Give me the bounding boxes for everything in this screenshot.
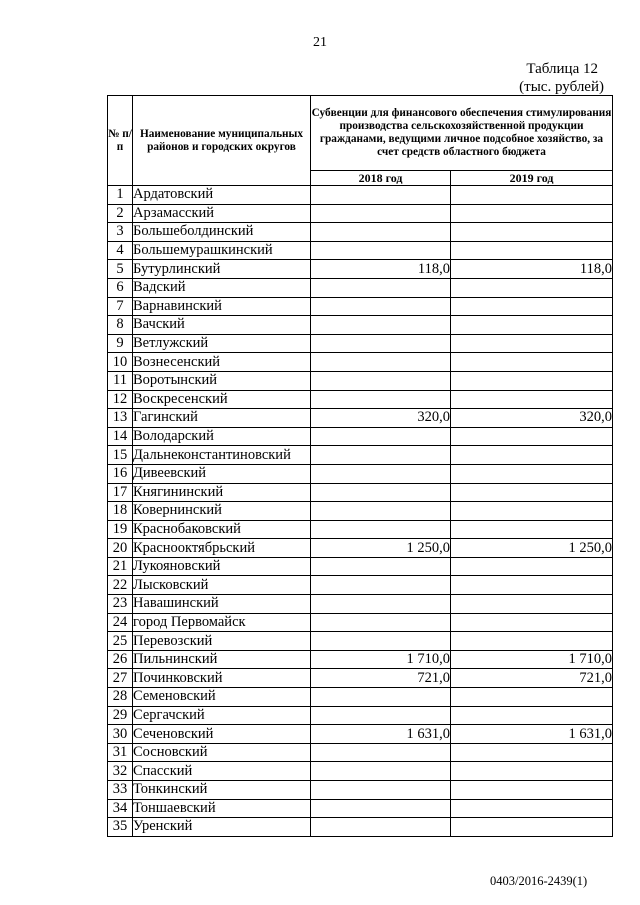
row-number: 26: [108, 650, 133, 669]
value-2018: [311, 297, 451, 316]
value-2019: 1 631,0: [451, 725, 613, 744]
table-row: [108, 353, 613, 372]
value-2019: [451, 353, 613, 372]
district-name: Починковский: [133, 669, 311, 688]
value-2019: [451, 371, 613, 390]
value-2019: [451, 706, 613, 725]
value-2019: [451, 223, 613, 242]
value-2019: [451, 334, 613, 353]
row-number: 33: [108, 781, 133, 800]
table-row: [108, 464, 613, 483]
value-2019: [451, 241, 613, 260]
row-number: 6: [108, 278, 133, 297]
value-2018: [311, 613, 451, 632]
value-2019: 320,0: [451, 409, 613, 428]
value-2019: [451, 557, 613, 576]
value-2018: [311, 371, 451, 390]
district-name: Вадский: [133, 278, 311, 297]
table-row: [108, 371, 613, 390]
value-2018: 320,0: [311, 409, 451, 428]
district-name: Навашинский: [133, 595, 311, 614]
value-2018: [311, 353, 451, 372]
district-name: Сергачский: [133, 706, 311, 725]
value-2018: 1 631,0: [311, 725, 451, 744]
row-number: 19: [108, 520, 133, 539]
value-2019: [451, 799, 613, 818]
district-name: Дальнеконстантиновский: [133, 446, 311, 465]
row-number: 22: [108, 576, 133, 595]
row-number: 11: [108, 371, 133, 390]
table-row: [108, 241, 613, 260]
value-2019: 1 710,0: [451, 650, 613, 669]
district-name: Воротынский: [133, 371, 311, 390]
row-number: 15: [108, 446, 133, 465]
table-row: [108, 297, 613, 316]
value-2019: [451, 520, 613, 539]
table-body: [108, 186, 613, 837]
row-number: 27: [108, 669, 133, 688]
row-number: 31: [108, 743, 133, 762]
table-row: [108, 743, 613, 762]
district-name: Семеновский: [133, 688, 311, 707]
row-number: 9: [108, 334, 133, 353]
value-2018: [311, 557, 451, 576]
value-2019: [451, 464, 613, 483]
district-name: Сосновский: [133, 743, 311, 762]
row-number: 35: [108, 818, 133, 837]
district-name: Лысковский: [133, 576, 311, 595]
row-number: 10: [108, 353, 133, 372]
table-row: [108, 316, 613, 335]
row-number: 14: [108, 427, 133, 446]
value-2018: [311, 446, 451, 465]
subsidy-table: [107, 95, 613, 837]
row-number: 24: [108, 613, 133, 632]
district-name: Тоншаевский: [133, 799, 311, 818]
row-number: 5: [108, 260, 133, 279]
value-2018: [311, 706, 451, 725]
district-name: Воскресенский: [133, 390, 311, 409]
district-name: Спасский: [133, 762, 311, 781]
page-number: 21: [313, 35, 327, 50]
value-2019: [451, 316, 613, 335]
value-2018: [311, 595, 451, 614]
table-row: [108, 688, 613, 707]
value-2018: [311, 204, 451, 223]
row-number: 7: [108, 297, 133, 316]
table-row: [108, 539, 613, 558]
table-row: [108, 278, 613, 297]
table-row: [108, 502, 613, 521]
table-row: [108, 781, 613, 800]
table-row: [108, 632, 613, 651]
value-2018: 721,0: [311, 669, 451, 688]
table-row: [108, 204, 613, 223]
value-2019: 1 250,0: [451, 539, 613, 558]
table-unit: (тыс. рублей): [519, 79, 604, 95]
row-number: 3: [108, 223, 133, 242]
district-name: Пильнинский: [133, 650, 311, 669]
row-number: 4: [108, 241, 133, 260]
table-row: [108, 483, 613, 502]
value-2019: [451, 613, 613, 632]
row-number: 8: [108, 316, 133, 335]
value-2018: [311, 464, 451, 483]
district-name: Большеболдинский: [133, 223, 311, 242]
value-2018: [311, 762, 451, 781]
district-name: город Первомайск: [133, 613, 311, 632]
value-2019: [451, 390, 613, 409]
row-number: 2: [108, 204, 133, 223]
table-row: [108, 409, 613, 428]
table-row: [108, 334, 613, 353]
district-name: Володарский: [133, 427, 311, 446]
row-number: 34: [108, 799, 133, 818]
row-number: 30: [108, 725, 133, 744]
district-name: Лукояновский: [133, 557, 311, 576]
value-2019: [451, 576, 613, 595]
district-name: Ардатовский: [133, 186, 311, 205]
value-2019: [451, 781, 613, 800]
row-number: 32: [108, 762, 133, 781]
district-name: Гагинский: [133, 409, 311, 428]
table-row: [108, 595, 613, 614]
document-code: 0403/2016-2439(1): [490, 874, 588, 888]
value-2019: [451, 688, 613, 707]
district-name: Перевозский: [133, 632, 311, 651]
header-num: № п/п: [108, 96, 133, 186]
table-row: [108, 706, 613, 725]
header-name: Наименование муниципальных районов и городских округов: [133, 96, 311, 186]
district-name: Ковернинский: [133, 502, 311, 521]
value-2018: [311, 278, 451, 297]
table-row: [108, 725, 613, 744]
district-name: Большемурашкинский: [133, 241, 311, 260]
value-2019: [451, 297, 613, 316]
table-row: [108, 223, 613, 242]
district-name: Вознесенский: [133, 353, 311, 372]
row-number: 25: [108, 632, 133, 651]
value-2019: [451, 446, 613, 465]
district-name: Варнавинский: [133, 297, 311, 316]
row-number: 28: [108, 688, 133, 707]
table-row: [108, 650, 613, 669]
header-year-2019: 2019 год: [451, 171, 613, 186]
table-row: [108, 390, 613, 409]
district-name: Сеченовский: [133, 725, 311, 744]
value-2019: [451, 204, 613, 223]
value-2018: [311, 223, 451, 242]
value-2018: [311, 632, 451, 651]
table-row: [108, 427, 613, 446]
table-row: [108, 762, 613, 781]
value-2019: [451, 595, 613, 614]
row-number: 13: [108, 409, 133, 428]
value-2018: 1 710,0: [311, 650, 451, 669]
table-row: [108, 446, 613, 465]
table-row: [108, 186, 613, 205]
value-2018: [311, 241, 451, 260]
value-2019: [451, 762, 613, 781]
value-2018: [311, 427, 451, 446]
row-number: 29: [108, 706, 133, 725]
value-2019: [451, 743, 613, 762]
row-number: 17: [108, 483, 133, 502]
value-2019: [451, 278, 613, 297]
table-row: [108, 613, 613, 632]
table-title: Таблица 12: [526, 61, 598, 77]
value-2019: [451, 427, 613, 446]
value-2019: [451, 818, 613, 837]
row-number: 21: [108, 557, 133, 576]
header-subsidy: Субвенции для финансового обеспечения стимулирования производства сельскохозяйственной продукции гражданами, ведущими личное подсобное хозяйство, за счет средств областного бюджета: [311, 96, 613, 171]
row-number: 12: [108, 390, 133, 409]
value-2018: [311, 502, 451, 521]
row-number: 23: [108, 595, 133, 614]
value-2018: [311, 390, 451, 409]
value-2018: [311, 743, 451, 762]
value-2018: [311, 818, 451, 837]
value-2019: [451, 483, 613, 502]
district-name: Арзамасский: [133, 204, 311, 223]
district-name: Краснооктябрьский: [133, 539, 311, 558]
table-row: [108, 520, 613, 539]
value-2019: [451, 632, 613, 651]
value-2018: [311, 316, 451, 335]
table-row: [108, 669, 613, 688]
value-2018: [311, 781, 451, 800]
district-name: Вачский: [133, 316, 311, 335]
table-row: [108, 260, 613, 279]
district-name: Тонкинский: [133, 781, 311, 800]
value-2018: [311, 186, 451, 205]
row-number: 18: [108, 502, 133, 521]
value-2019: 721,0: [451, 669, 613, 688]
value-2019: [451, 186, 613, 205]
header-year-2018: 2018 год: [311, 171, 451, 186]
value-2018: [311, 483, 451, 502]
value-2019: 118,0: [451, 260, 613, 279]
table-row: [108, 576, 613, 595]
district-name: Бутурлинский: [133, 260, 311, 279]
district-name: Краснобаковский: [133, 520, 311, 539]
value-2018: [311, 576, 451, 595]
value-2018: 1 250,0: [311, 539, 451, 558]
value-2018: [311, 334, 451, 353]
row-number: 1: [108, 186, 133, 205]
value-2019: [451, 502, 613, 521]
row-number: 20: [108, 539, 133, 558]
table-row: [108, 557, 613, 576]
value-2018: [311, 688, 451, 707]
district-name: Дивеевский: [133, 464, 311, 483]
district-name: Уренский: [133, 818, 311, 837]
value-2018: [311, 520, 451, 539]
row-number: 16: [108, 464, 133, 483]
district-name: Княгининский: [133, 483, 311, 502]
district-name: Ветлужский: [133, 334, 311, 353]
table-row: [108, 799, 613, 818]
value-2018: 118,0: [311, 260, 451, 279]
value-2018: [311, 799, 451, 818]
table-row: [108, 818, 613, 837]
